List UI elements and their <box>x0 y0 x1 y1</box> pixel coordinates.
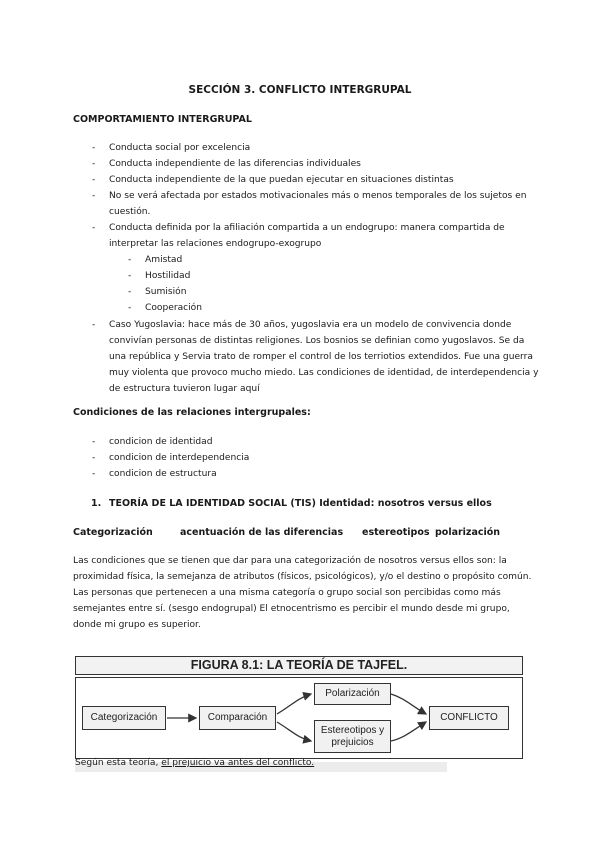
term-categorizacion: Categorización <box>73 527 153 538</box>
box-conflicto: CONFLICTO <box>429 706 509 730</box>
sublist-item: Amistad <box>145 255 183 265</box>
list-bullet: - <box>92 191 96 201</box>
list-item: condicion de identidad <box>109 437 213 447</box>
paragraph-line: Las personas que pertenecen a una misma categoría o grupo social son percibidas como más <box>73 588 501 598</box>
box-polarizacion: Polarización <box>314 683 391 705</box>
yugoslavia-line: de estructura tuvieron lugar aquí <box>109 384 260 394</box>
list-item-continuation: cuestión. <box>109 207 151 217</box>
section-number: 1. <box>91 498 102 509</box>
term-acentuacion: acentuación de las diferencias <box>180 527 344 538</box>
sublist-item: Cooperación <box>145 303 203 313</box>
list-item: No se verá afectada por estados motivacionales más o menos temporales de los sujetos en <box>109 191 527 201</box>
section-heading-comportamiento: COMPORTAMIENTO INTERGRUPAL <box>73 114 252 125</box>
sublist-item: Hostilidad <box>145 271 191 281</box>
term-estereotipos: estereotipos <box>362 527 430 538</box>
sublist-bullet: - <box>128 255 132 265</box>
section-heading-condiciones: Condiciones de las relaciones intergrupales: <box>73 407 311 418</box>
footer-prefix: Según esta teoría, <box>75 758 162 768</box>
paragraph-line: proximidad física, la semejanza de atributos (físicos, psicológicos), y/o el destino o propósito común. <box>73 572 532 582</box>
list-bullet: - <box>92 159 96 169</box>
paragraph-line: semejantes entre sí. (sesgo endogrupal) El etnocentrismo es percibir el mundo desde mi grupo, <box>73 604 510 614</box>
list-bullet: - <box>92 469 96 479</box>
term-polarizacion: polarización <box>435 527 501 538</box>
list-item: Conducta definida por la afiliación compartida a un endogrupo: manera compartida de <box>109 223 505 233</box>
list-bullet: - <box>92 223 96 233</box>
list-item: Conducta social por excelencia <box>109 143 251 153</box>
list-item: Conducta independiente de las diferencias individuales <box>109 159 361 169</box>
list-item: condicion de interdependencia <box>109 453 250 463</box>
box-estereotipos: Estereotipos y prejuicios <box>314 720 391 753</box>
page-title: SECCIÓN 3. CONFLICTO INTERGRUPAL <box>188 84 412 96</box>
list-bullet: - <box>92 320 96 330</box>
list-bullet: - <box>92 175 96 185</box>
list-item: condicion de estructura <box>109 469 217 479</box>
list-item-continuation: interpretar las relaciones endogrupo-exogrupo <box>109 239 322 249</box>
yugoslavia-line: muy violenta que provoco mucho miedo. Las condiciones de identidad, de interdependencia y <box>109 368 539 378</box>
footer-underlined: el prejuicio va antes del conflicto. <box>161 758 315 768</box>
paragraph-line: donde mi grupo es superior. <box>73 620 201 630</box>
list-item: Conducta independiente de la que puedan ejecutar en situaciones distintas <box>109 175 454 185</box>
sublist-bullet: - <box>128 287 132 297</box>
list-bullet: - <box>92 437 96 447</box>
yugoslavia-line: convivían personas de distintas religiones. Los bosnios se definian como yugoslavos. Se da <box>109 336 525 346</box>
sublist-bullet: - <box>128 303 132 313</box>
box-categorizacion: Categorización <box>82 706 166 730</box>
footer-note <box>75 758 314 768</box>
sublist-bullet: - <box>128 271 132 281</box>
figure-title: FIGURA 8.1: LA TEORÍA DE TAJFEL. <box>75 656 523 675</box>
yugoslavia-line: una república y Servia trato de romper el control de los terriotios extendidos. Fue una guerra <box>109 352 533 362</box>
paragraph-line: Las condiciones que se tienen que dar para una categorización de nosotros versus ellos son: la <box>73 556 507 566</box>
list-bullet: - <box>92 143 96 153</box>
sublist-item: Sumisión <box>145 287 187 297</box>
list-bullet: - <box>92 453 96 463</box>
yugoslavia-line: Caso Yugoslavia: hace más de 30 años, yugoslavia era un modelo de convivencia donde <box>109 320 512 330</box>
section-heading-tis: TEORÍA DE LA IDENTIDAD SOCIAL (TIS) Identidad: nosotros versus ellos <box>109 498 492 509</box>
box-comparacion: Comparación <box>199 706 276 730</box>
